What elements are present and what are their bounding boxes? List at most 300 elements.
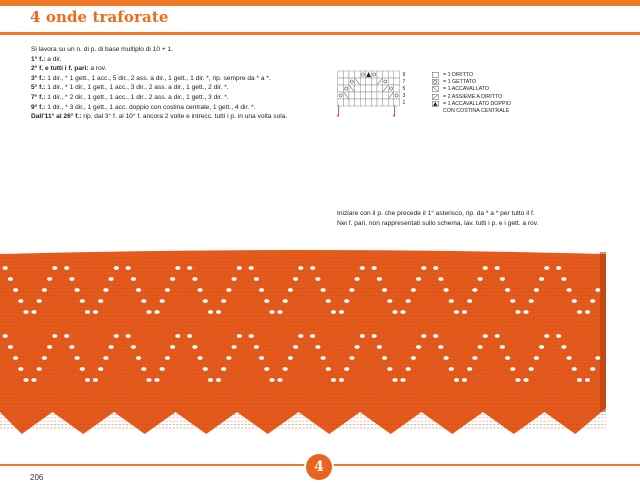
eyelet-hole <box>249 334 254 338</box>
eyelet-hole <box>283 367 288 371</box>
eyelet-hole <box>23 310 28 314</box>
knitted-swatch-photo <box>0 244 640 440</box>
chart-cell <box>343 78 349 85</box>
eyelet-hole <box>187 334 192 338</box>
eyelet-hole <box>392 310 397 314</box>
row-label: 1° f.: <box>31 55 46 63</box>
eyelet-hole <box>226 356 231 360</box>
eyelet-hole <box>523 378 528 382</box>
eyelet-hole <box>160 367 165 371</box>
legend-label-line: CON COSTINA CENTRALE <box>443 108 510 115</box>
eyelet-hole <box>438 277 443 281</box>
legend-item <box>432 86 511 93</box>
eyelet-hole <box>80 367 85 371</box>
eyelet-hole <box>165 356 170 360</box>
eyelet-hole <box>75 288 80 292</box>
eyelet-hole <box>467 299 472 303</box>
eyelet-hole <box>42 288 47 292</box>
title-rule <box>0 32 640 35</box>
eyelet-hole <box>377 277 382 281</box>
eyelet-hole <box>31 310 36 314</box>
eyelet-hole <box>298 334 303 338</box>
eyelet-hole <box>590 299 595 303</box>
eyelet-hole <box>69 277 74 281</box>
eyelet-hole <box>8 345 13 349</box>
chart-cell <box>377 99 383 106</box>
eyelet-hole <box>42 356 47 360</box>
row-instruction <box>31 103 331 113</box>
eyelet-hole <box>136 356 141 360</box>
eyelet-hole <box>47 345 52 349</box>
eyelet-hole <box>349 356 354 360</box>
eyelet-hole <box>170 345 175 349</box>
eyelet-hole <box>277 378 282 382</box>
eyelet-hole <box>495 334 500 338</box>
eyelet-hole <box>339 310 344 314</box>
note-line: Nei f. pari, non rappresentati sullo schema, lav. tutti i p. e i gett. a rov. <box>337 219 539 227</box>
eyelet-hole <box>539 277 544 281</box>
eyelet-hole <box>18 299 23 303</box>
eyelet-hole <box>483 266 488 270</box>
eyelet-hole <box>462 310 467 314</box>
eyelet-hole <box>160 299 165 303</box>
chart-cell <box>360 78 366 85</box>
eyelet-hole <box>141 367 146 371</box>
row-text: a dir. <box>45 55 62 63</box>
eyelet-hole <box>382 288 387 292</box>
chart-cell <box>338 85 344 92</box>
eyelet-hole <box>13 356 18 360</box>
eyelet-hole <box>114 334 119 338</box>
eyelet-hole <box>315 345 320 349</box>
eyelet-hole <box>567 288 572 292</box>
eyelet-hole <box>421 266 426 270</box>
legend-label: = 1 ACCAVALLATO <box>443 86 489 93</box>
eyelet-hole <box>454 310 459 314</box>
eyelet-hole <box>534 288 539 292</box>
eyelet-hole <box>585 378 590 382</box>
chart-cell <box>383 99 389 106</box>
eyelet-hole <box>237 334 242 338</box>
plain-square-icon <box>432 72 439 78</box>
chart-cell <box>394 85 400 92</box>
chart-cell <box>371 99 377 106</box>
eyelet-hole <box>103 356 108 360</box>
pattern-instructions <box>31 45 331 122</box>
eyelet-hole <box>387 367 392 371</box>
eyelet-hole <box>567 356 572 360</box>
eyelet-hole <box>52 334 57 338</box>
chart-cell <box>377 71 383 78</box>
eyelet-hole <box>515 310 520 314</box>
eyelet-hole <box>438 345 443 349</box>
swatch-fabric <box>0 250 606 434</box>
eyelet-hole <box>400 310 405 314</box>
eyelet-hole <box>109 345 114 349</box>
chart-row-numbers <box>403 72 406 106</box>
eyelet-hole <box>478 277 483 281</box>
eyelet-hole <box>400 378 405 382</box>
eyelet-hole <box>52 266 57 270</box>
row-instruction <box>31 93 331 103</box>
row-text: a rov. <box>88 65 107 73</box>
eyelet-hole <box>216 310 221 314</box>
page-number: 206 <box>30 473 44 482</box>
eyelet-hole <box>226 288 231 292</box>
eyelet-hole <box>114 266 119 270</box>
row-label: 2° f. e tutti i f. pari: <box>31 65 89 73</box>
chart-cell <box>360 92 366 99</box>
row-number: 3 <box>402 93 406 100</box>
eyelet-hole <box>556 334 561 338</box>
eyelet-hole <box>249 266 254 270</box>
eyelet-hole <box>198 356 203 360</box>
eyelet-hole <box>98 367 103 371</box>
chart-legend <box>432 72 511 115</box>
eyelet-hole <box>595 356 600 360</box>
eyelet-hole <box>387 299 392 303</box>
chart-cell <box>377 85 383 92</box>
row-instruction <box>31 74 331 84</box>
eyelet-hole <box>529 299 534 303</box>
eyelet-hole <box>483 334 488 338</box>
eyelet-hole <box>556 266 561 270</box>
eyelet-hole <box>544 334 549 338</box>
eyelet-hole <box>298 266 303 270</box>
legend-item <box>432 101 511 115</box>
chart-cell <box>343 71 349 78</box>
eyelet-hole <box>577 310 582 314</box>
eyelet-hole <box>416 277 421 281</box>
eyelet-hole <box>165 288 170 292</box>
chart-cell <box>371 78 377 85</box>
eyelet-hole <box>259 356 264 360</box>
eyelet-hole <box>510 299 515 303</box>
eyelet-hole <box>175 266 180 270</box>
eyelet-hole <box>64 266 69 270</box>
chart-cell <box>366 92 372 99</box>
note-line: Iniziare con il p. che precede il 1° asterisco, rip. da * a * per tutto il f. <box>337 210 535 217</box>
intro-line: Si lavora su un n. di p. di base multiplo di 10 + 1. <box>31 46 174 53</box>
eyelet-hole <box>192 345 197 349</box>
eyelet-hole <box>331 378 336 382</box>
eyelet-hole <box>221 299 226 303</box>
row-instruction <box>31 64 331 74</box>
chart-cell <box>371 92 377 99</box>
eyelet-hole <box>433 266 438 270</box>
eyelet-hole <box>449 299 454 303</box>
eyelet-hole <box>355 345 360 349</box>
chart-cell <box>349 78 355 85</box>
swatch-edge-shadow <box>600 252 606 412</box>
eyelet-hole <box>109 277 114 281</box>
page-title: 4 onde traforate <box>30 8 169 26</box>
top-accent-band <box>0 0 640 6</box>
eyelet-hole <box>561 345 566 349</box>
eyelet-hole <box>500 345 505 349</box>
pattern-number-badge: 4 <box>306 454 332 480</box>
chart-cell <box>371 71 377 78</box>
chart-cell <box>366 78 372 85</box>
chart-cell <box>388 99 394 106</box>
chart-cell <box>394 92 400 99</box>
eyelet-hole <box>131 345 136 349</box>
row-text: 1 dir., * 3 dir., 1 gett., 1 acc. doppio con costina centrale, 1 gett., 4 dir. *. <box>45 103 256 111</box>
eyelet-hole <box>93 378 98 382</box>
eyelet-hole <box>495 266 500 270</box>
eyelet-hole <box>331 310 336 314</box>
row-number: 5 <box>402 86 406 93</box>
eyelet-hole <box>141 299 146 303</box>
eyelet-hole <box>472 288 477 292</box>
chart-cell <box>343 99 349 106</box>
eyelet-hole <box>444 288 449 292</box>
eyelet-hole <box>3 266 8 270</box>
repeat-marker-left: * <box>336 113 340 122</box>
eyelet-hole <box>572 367 577 371</box>
eyelet-hole <box>321 288 326 292</box>
eyelet-hole <box>269 310 274 314</box>
chart-cell <box>338 71 344 78</box>
row-label: 3° f.: <box>31 74 46 82</box>
eyelet-hole <box>590 367 595 371</box>
row-instruction <box>31 83 331 93</box>
eyelet-hole <box>339 378 344 382</box>
chart-note <box>337 209 627 228</box>
eyelet-hole <box>411 356 416 360</box>
repeat-markers <box>337 105 396 122</box>
eyelet-hole <box>534 356 539 360</box>
eyelet-hole <box>595 288 600 292</box>
chart-cell <box>377 92 383 99</box>
eyelet-hole <box>192 277 197 281</box>
eyelet-hole <box>515 378 520 382</box>
eyelet-hole <box>136 288 141 292</box>
eyelet-hole <box>154 378 159 382</box>
eyelet-hole <box>310 334 315 338</box>
chart-cell <box>338 99 344 106</box>
eyelet-hole <box>411 288 416 292</box>
eyelet-hole <box>510 367 515 371</box>
chart-cell <box>394 78 400 85</box>
chart-cell <box>360 99 366 106</box>
chart-cell <box>355 99 361 106</box>
eyelet-hole <box>13 288 18 292</box>
eyelet-hole <box>3 334 8 338</box>
eyelet-hole <box>467 367 472 371</box>
eyelet-hole <box>406 299 411 303</box>
eyelet-hole <box>47 277 52 281</box>
eyelet-hole <box>360 266 365 270</box>
eyelet-hole <box>259 288 264 292</box>
eyelet-hole <box>37 367 42 371</box>
slash-square-icon <box>432 94 439 100</box>
eyelet-hole <box>126 266 131 270</box>
chart-cell <box>371 85 377 92</box>
row-label: Dall'11° al 26° f.: <box>31 113 82 121</box>
legend-item <box>432 72 511 79</box>
chart-cell <box>360 71 366 78</box>
row-text: 1 dir., * 1 gett., 1 acc., 5 dir., 2 ass. a dir., 1 gett., 1 dir. *, rip. sempre da * a *. <box>45 74 271 82</box>
eyelet-hole <box>198 288 203 292</box>
eyelet-hole <box>64 334 69 338</box>
row-text: 1 dir., * 1 dir., 1 gett., 1 acc., 3 dir., 2 ass. a dir., 1 gett., 2 dir. *. <box>45 84 229 92</box>
eyelet-hole <box>561 277 566 281</box>
eyelet-hole <box>523 310 528 314</box>
row-instruction <box>31 55 331 65</box>
eyelet-hole <box>462 378 467 382</box>
eyelet-hole <box>264 367 269 371</box>
chart-cell <box>394 99 400 106</box>
chart-cell <box>394 71 400 78</box>
legend-label <box>443 101 511 115</box>
eyelet-hole <box>85 378 90 382</box>
eyelet-hole <box>232 277 237 281</box>
eyelet-hole <box>80 299 85 303</box>
eyelet-hole <box>69 345 74 349</box>
eyelet-hole <box>85 310 90 314</box>
eyelet-hole <box>421 334 426 338</box>
legend-label: = 1 DIRITTO <box>443 72 474 78</box>
eyelet-hole <box>478 345 483 349</box>
row-number: 1 <box>402 100 406 107</box>
eyelet-hole <box>98 299 103 303</box>
eyelet-hole <box>377 345 382 349</box>
eyelet-hole <box>321 356 326 360</box>
legend-label: = 1 GETTATO <box>443 79 477 86</box>
eyelet-hole <box>254 345 259 349</box>
eyelet-hole <box>360 334 365 338</box>
eyelet-hole <box>585 310 590 314</box>
row-text: 1 dir., * 2 dir., 1 gett., 1 acc., 1 dir., 2 ass. a dir., 1 gett., 3 dir. *. <box>45 93 229 101</box>
eyelet-hole <box>454 378 459 382</box>
triangle-square-icon <box>432 101 439 107</box>
eyelet-hole <box>293 277 298 281</box>
eyelet-hole <box>344 367 349 371</box>
eyelet-hole <box>146 378 151 382</box>
eyelet-hole <box>203 299 208 303</box>
eyelet-hole <box>93 310 98 314</box>
eyelet-hole <box>170 277 175 281</box>
chart-cell <box>366 85 372 92</box>
backslash-square-icon <box>432 86 439 92</box>
eyelet-hole <box>500 277 505 281</box>
eyelet-hole <box>449 367 454 371</box>
eyelet-hole <box>293 345 298 349</box>
eyelet-hole <box>355 277 360 281</box>
eyelet-hole <box>283 299 288 303</box>
eyelet-hole <box>577 378 582 382</box>
eyelet-hole <box>344 299 349 303</box>
eyelet-hole <box>310 266 315 270</box>
eyelet-hole <box>216 378 221 382</box>
eyelet-hole <box>131 277 136 281</box>
eyelet-hole <box>269 378 274 382</box>
eyelet-hole <box>406 367 411 371</box>
eyelet-hole <box>208 310 213 314</box>
chart-cell <box>355 92 361 99</box>
repeat-marker-right: * <box>392 113 396 122</box>
eyelet-hole <box>416 345 421 349</box>
eyelet-hole <box>126 334 131 338</box>
legend-item <box>432 79 511 86</box>
eyelet-hole <box>572 299 577 303</box>
eyelet-hole <box>529 367 534 371</box>
chart-cell <box>383 71 389 78</box>
eyelet-hole <box>382 356 387 360</box>
eyelet-hole <box>264 299 269 303</box>
eyelet-hole <box>8 277 13 281</box>
eyelet-hole <box>75 356 80 360</box>
eyelet-hole <box>277 310 282 314</box>
chart-cell <box>355 85 361 92</box>
eyelet-hole <box>221 367 226 371</box>
eyelet-hole <box>237 266 242 270</box>
row-label: 5° f.: <box>31 84 46 92</box>
chart-cell <box>355 71 361 78</box>
eyelet-hole <box>444 356 449 360</box>
row-label: 9° f.: <box>31 103 46 111</box>
eyelet-hole <box>505 356 510 360</box>
legend-label-line: = 1 ACCAVALLATO DOPPIO <box>443 100 512 107</box>
circle-square-icon <box>432 79 439 85</box>
row-text: rip. dal 3° f. al 10° f. ancora 2 volte e intrecc. tutti i p. in una volta sola. <box>81 113 288 121</box>
eyelet-hole <box>203 367 208 371</box>
legend-label: = 2 ASSIEME A DIRITTO <box>443 93 503 100</box>
eyelet-hole <box>103 288 108 292</box>
chart-cell <box>360 85 366 92</box>
eyelet-hole <box>288 356 293 360</box>
chart-cell <box>383 92 389 99</box>
eyelet-hole <box>539 345 544 349</box>
row-instruction <box>31 112 331 122</box>
eyelet-hole <box>31 378 36 382</box>
chart-cell <box>388 78 394 85</box>
eyelet-hole <box>372 266 377 270</box>
chart-cell <box>349 71 355 78</box>
legend-item <box>432 94 511 101</box>
eyelet-hole <box>37 299 42 303</box>
chart-cell <box>388 71 394 78</box>
eyelet-hole <box>505 288 510 292</box>
eyelet-hole <box>544 266 549 270</box>
eyelet-hole <box>433 334 438 338</box>
eyelet-hole <box>349 288 354 292</box>
knitting-chart <box>334 70 414 122</box>
chart-cell <box>338 92 344 99</box>
chart-cell <box>349 92 355 99</box>
eyelet-hole <box>187 266 192 270</box>
row-number: 9 <box>402 72 406 79</box>
eyelet-hole <box>392 378 397 382</box>
eyelet-hole <box>315 277 320 281</box>
chart-cell <box>343 85 349 92</box>
chart-cell <box>366 99 372 106</box>
eyelet-hole <box>326 367 331 371</box>
eyelet-hole <box>472 356 477 360</box>
eyelet-hole <box>18 367 23 371</box>
eyelet-hole <box>175 334 180 338</box>
eyelet-hole <box>254 277 259 281</box>
row-label: 7° f.: <box>31 93 46 101</box>
chart-cell <box>349 99 355 106</box>
chart-cell <box>388 85 394 92</box>
row-number: 7 <box>402 79 406 86</box>
eyelet-hole <box>146 310 151 314</box>
eyelet-hole <box>23 378 28 382</box>
eyelet-hole <box>208 378 213 382</box>
eyelet-hole <box>326 299 331 303</box>
